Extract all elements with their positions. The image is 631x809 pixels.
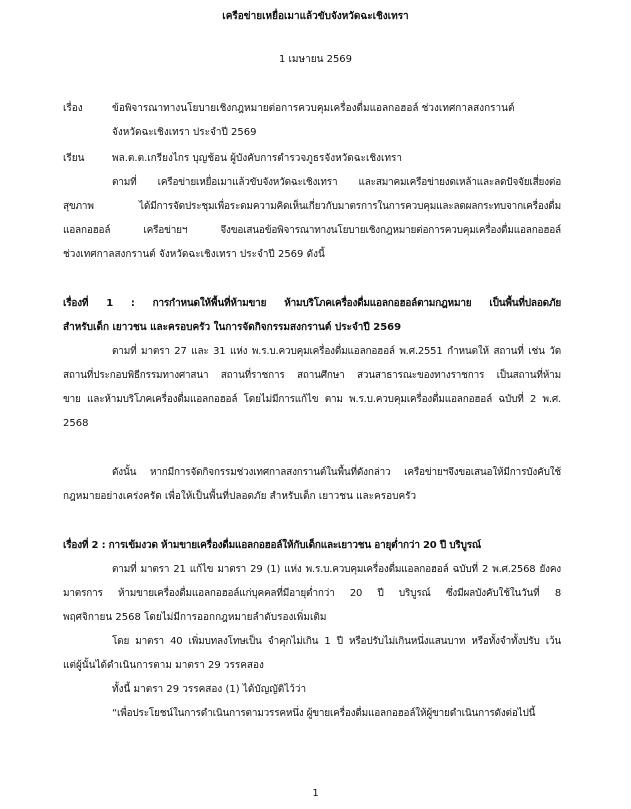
topic1-heading-line-2: สำหรับเด็ก เยาวชน และครอบครัว ในการจัดกิจกรรมสงกรานต์ ประจำปี 2569 xyxy=(63,322,402,333)
topic1-heading-line-1: เรื่องที่ 1 : การกำหนดให้พื้นที่ห้ามขาย ห้ามบริโภคเครื่องดื่มแอลกอฮอล์ตามกฎหมาย เป็นพื้นที่ปลอดภัย xyxy=(63,298,561,309)
subject-line-2: จังหวัดฉะเชิงเทรา ประจำปี 2569 xyxy=(112,127,257,138)
intro-line-2: สุขภาพ ได้มีการจัดประชุมเพื่อระดมความคิดเห็นเกี่ยวกับมาตรการในการควบคุมและลดผลกระทบจากเครื่องดื่ม xyxy=(63,201,561,212)
intro-line-3: แอลกอฮอล์ เครือข่ายฯ จึงขอเสนอข้อพิจารณาทางนโยบายเชิงกฎหมายต่อการควบคุมเครื่องดื่มแอลกอฮอล์ xyxy=(63,225,561,236)
page-number: 1 xyxy=(312,788,319,799)
intro-line-4: ช่วงเทศกาลสงกรานต์ จังหวัดฉะเชิงเทรา ประจำปี 2569 ดังนี้ xyxy=(63,249,325,260)
topic1-para1-line-3: ขาย และห้ามบริโภคเครื่องดื่มแอลกอฮอล์ โดยไม่มีการแก้ไข ตาม พ.ร.บ.ควบคุมเครื่องดื่มแอลกอฮอล์ ฉบับที่ 2 พ.ศ. xyxy=(63,394,561,405)
topic2-heading: เรื่องที่ 2 : การเข้มงวด ห้ามขายเครื่องดื่มแอลกอฮอล์ให้กับเด็กและเยาวชน อายุต่ำกว่า 20 ปี บริบูรณ์ xyxy=(63,540,481,551)
topic2-para1-line-1: ตามที่ มาตรา 21 แก้ไข มาตรา 29 (1) แห่ง พ.ร.บ.ควบคุมเครื่องดื่มแอลกอฮอล์ ฉบับที่ 2 พ.ศ.2568 ยังคง xyxy=(112,564,561,575)
subject-label: เรื่อง xyxy=(63,103,83,114)
topic1-para1-line-1: ตามที่ มาตรา 27 และ 31 แห่ง พ.ร.บ.ควบคุมเครื่องดื่มแอลกอฮอล์ พ.ศ.2551 กำหนดให้ สถานที่ เช่น วัด xyxy=(112,346,561,357)
document-date: 1 เมษายน 2569 xyxy=(278,54,353,65)
intro-line-1: ตามที่ เครือข่ายเหยื่อเมาแล้วขับจังหวัดฉะเชิงเทรา และสมาคมเครือข่ายงดเหล้าและลดปัจจัยเสี่ยงต่อ xyxy=(112,177,561,188)
topic2-para3: ทั้งนี้ มาตรา 29 วรรคสอง (1) ได้บัญญัติไว้ว่า xyxy=(112,684,307,695)
topic2-para2-line-1: โดย มาตรา 40 เพิ่มบทลงโทษเป็น จำคุกไม่เกิน 1 ปี หรือปรับไม่เกินหนึ่งแสนบาท หรือทั้งจำทั้งปรับ เว้น xyxy=(112,636,561,647)
topic2-para2-line-2: แต่ผู้นั้นได้ดำเนินการตาม มาตรา 29 วรรคสอง xyxy=(63,660,264,671)
topic1-para2-line-1: ดังนั้น หากมีการจัดกิจกรรมช่วงเทศกาลสงกรานต์ในพื้นที่ดังกล่าว เครือข่ายฯจึงขอเสนอให้มีการบังคับใช้ xyxy=(112,467,561,478)
recipient-text: พล.ต.ต.เกรียงไกร บุญช้อน ผู้บังคับการตำรวจภูธรจังหวัดฉะเชิงเทรา xyxy=(112,153,403,164)
topic1-para2-line-2: กฎหมายอย่างเคร่งครัด เพื่อให้เป็นพื้นที่ปลอดภัย สำหรับเด็ก เยาวชน และครอบครัว xyxy=(63,491,417,502)
recipient-label: เรียน xyxy=(63,153,85,164)
topic1-para1-line-2: สถานที่ประกอบพิธีกรรมทางศาสนา สถานที่ราชการ สถานศึกษา สวนสาธารณะของทางราชการ เป็นสถานที่ห้าม xyxy=(63,370,561,381)
topic2-quote: “เพื่อประโยชน์ในการดำเนินการตามวรรคหนึ่ง ผู้ขายเครื่องดื่มแอลกอฮอล์ให้ผู้ขายดำเนินการดังต่อไปนี้ xyxy=(112,708,536,719)
document-title: เครือข่ายเหยื่อเมาแล้วขับจังหวัดฉะเชิงเทรา xyxy=(222,11,409,22)
subject-line-1: ข้อพิจารณาทางนโยบายเชิงกฎหมายต่อการควบคุมเครื่องดื่มแอลกอฮอล์ ช่วงเทศกาลสงกรานต์ xyxy=(112,103,515,114)
topic2-para1-line-2: มาตรการ ห้ามขายเครื่องดื่มแอลกอฮอล์แก่บุคคลที่มีอายุต่ำกว่า 20 ปี บริบูรณ์ ซึ่งมีผลบังคับใช้ในวันที่ 8 xyxy=(63,588,561,599)
topic2-para1-line-3: พฤศจิกายน 2568 โดยไม่มีการออกกฎหมายลำดับรองเพิ่มเติม xyxy=(63,612,327,623)
topic1-para1-line-4: 2568 xyxy=(63,418,89,429)
